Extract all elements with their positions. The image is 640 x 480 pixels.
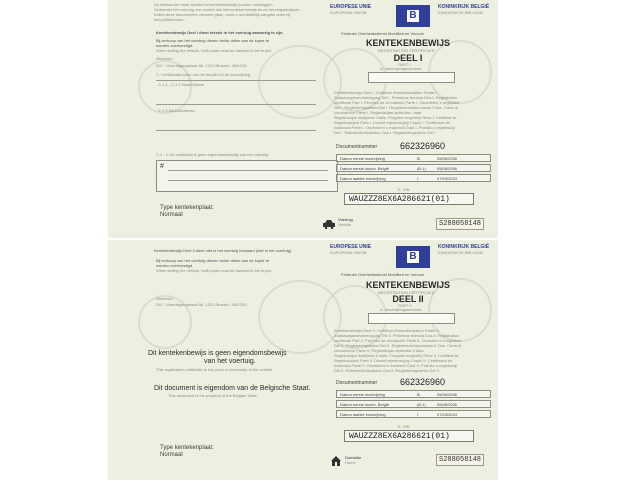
date-row-value: 05/06/2006 <box>437 402 458 407</box>
part-label: DEEL II <box>392 294 424 304</box>
date-row-first-registration-belgium <box>336 164 491 172</box>
description-line-7: Registrazzjoni Parti II. Dowód rejestracyjny Część II. Certificado de <box>334 358 453 363</box>
car-icon <box>322 216 336 234</box>
date-row-label: Datum eerste inschr. België <box>340 166 389 171</box>
eu-label: EUROPESE UNIE <box>330 4 372 10</box>
document-number: 662326960 <box>400 377 446 387</box>
date-row-code: I. <box>417 412 420 417</box>
date-row-last-registration <box>336 410 491 418</box>
date-row-label: Datum laatste inschrijving <box>340 176 386 181</box>
certificate-title-sub: REGISTRATION CERTIFICATE <box>378 48 435 53</box>
description-line-2: Zulassungsbescheinigung Teil I. Primeiras licencia Dos.I. Registration <box>334 95 458 100</box>
document-number-label: Documentnummer <box>336 380 378 386</box>
eu-label-sub: EUROPEAN UNION <box>330 250 367 255</box>
certificate-part-two <box>108 240 498 480</box>
certificate-part-one <box>108 0 498 238</box>
holder-table <box>156 160 338 192</box>
ownership-line-2: van het voertuig. <box>204 358 256 365</box>
date-row-value: 07/03/2024 <box>437 412 458 417</box>
plate-number-label: A. Inschrijvingsnummer <box>380 307 422 312</box>
sender-address: DIV - Vooruitgangstraat 56, 1210 Brussel - 883.330 <box>156 302 247 307</box>
date-row-code: (B.1) <box>417 166 426 171</box>
ownership-line-1: Dit kentekenbewijs is geen eigendomsbewijs <box>148 350 287 357</box>
state-line: Dit document is eigendom van de Belgische Staat. <box>154 385 311 392</box>
left-block-line-4: When selling the vehicle, both parts must be handed to the buyer. <box>156 48 273 53</box>
date-row-code: I. <box>417 176 420 181</box>
serial-number: S288058148 <box>436 218 484 230</box>
vin-label: E. VIN <box>398 424 410 429</box>
plate-type-label: Type kentekenplaat: <box>160 445 214 451</box>
description-line-3: certificate Part II. Permiso de circulación Parte II. Osvedčení o registraci <box>334 338 462 343</box>
document-number-label: Documentnummer <box>336 144 378 150</box>
description-line-6: Registracijos liudijimas II dalis. Forgalmi engedély Rész II. Certifikat ta' <box>334 353 460 358</box>
address-label: Afzender: <box>156 296 174 301</box>
holder-label: C. Certificaathouder van de houder tel de inschrijving <box>156 72 251 77</box>
header-note-2: Verhandel het voertuig niet zonder dat het kentekenbewijs en de keuringsbewijzen <box>154 7 300 12</box>
part-label-sub: PART I <box>398 62 411 67</box>
home-icon-label: Domicilie <box>345 455 362 460</box>
date-row-label: Datum eerste inschrijving <box>340 156 385 161</box>
authority: Federale Overheidsdienst Mobiliteit en Vervoer <box>341 272 425 277</box>
description-line-8: matrícula Parte II. Osvědčení o evidencii Časť II. Potrdilo o registraciji <box>334 363 458 368</box>
description-line-2: Zulassungsbescheinigung Teil II. Primeiras licencia Dos.II. Registration <box>334 333 460 338</box>
header-note-4: het politiebureau. <box>154 17 185 22</box>
description-line-6: Registracijos liudijimas I dalis. Forgalmi engedély Rész I. Certifikat ta' <box>334 115 457 120</box>
eu-label: EUROPESE UNIE <box>330 244 372 250</box>
certificate-title-sub: REGISTRATION CERTIFICATE <box>378 290 435 295</box>
header-note-1: De bestuurder moet steeds het kentekenbewijs kunnen voorleggen. <box>154 2 274 7</box>
country-letter: B <box>407 251 419 263</box>
part-label: DEEL I <box>393 53 423 63</box>
hash-mark: # <box>160 163 164 170</box>
left-block-line-1: Bij verkoop van het voertuig dienen beide delen aan de koper te <box>156 258 270 263</box>
description-line-9: Del I. Rekisteröintitodistus Osa I. Registreringsbevis Del I. <box>334 130 437 135</box>
plate-type-value: Normaal <box>160 212 183 218</box>
description-line-4: Del I. Registreringsattest Del I. Registreerimistunnistus I Osa. Carta di <box>334 105 458 110</box>
date-row-value: 07/03/2024 <box>437 176 458 181</box>
authority: Federale Overheidsdienst Mobiliteit en Vervoer <box>341 31 425 36</box>
description-line-1: Kentekenbewijs Deel II. Certificat d'immatriculation Partie II. <box>334 328 440 333</box>
description-line-8: matrícula Parte I. Osvědčení o evidencii Časť I. Potrdilo o registraciji <box>334 125 455 130</box>
ck-label: C.4 - C.4A certificaat is geen eigendomsbewijs van het voertuig <box>156 152 269 157</box>
description-line-7: Registrazzjoni Parti I. Dowód rejestracyjny Część I. Certificado de <box>334 120 451 125</box>
certificate-title: KENTEKENBEWIJS <box>365 280 450 290</box>
date-row-value: 05/06/2006 <box>437 392 458 397</box>
vin-value: WAUZZZ8EX6A286621(01) <box>344 193 474 205</box>
bottom-header-note: Kentekenbewijs Deel II dient niet in het voertuig bewaard (niet in het voertuig) <box>154 248 292 253</box>
holder-name-field: C.1.1 - C.1.2 Naam/Name <box>158 82 205 87</box>
left-block-line-3: worden overhandigd. <box>156 43 194 48</box>
state-sub: This document is the property of the Belgian State. <box>168 393 258 398</box>
vin-label: E. VIN <box>398 187 410 192</box>
vin-value: WAUZZZ8EX6A286621(01) <box>344 430 474 442</box>
plate-number-box <box>368 72 455 83</box>
holder-address-field: C.1.3 Adres/Address <box>158 108 195 113</box>
date-row-label: Datum eerste inschrijving <box>340 392 385 397</box>
plate-number-label: A. Inschrijvingsnummer <box>380 66 422 71</box>
kingdom-label: KONINKRIJK BELGIË <box>438 4 490 10</box>
sender-address: DIV - Vooruitgangstraat 56, 1210 Brussel - 883.330 <box>156 63 247 68</box>
date-row-first-registration-belgium <box>336 400 491 408</box>
description-line-5: circolazione Parte I. Reģistrācijas apliecība I daļa. <box>334 110 423 115</box>
header-note-3: Indien deze documenten verloren gaan, moet u onmiddellijk aangifte doen bij <box>154 12 291 17</box>
plate-type-label: Type kentekenplaat: <box>160 205 214 211</box>
plate-number-box <box>368 313 455 324</box>
country-letter: B <box>407 10 419 22</box>
date-row-first-registration <box>336 154 491 162</box>
home-icon <box>330 454 342 472</box>
document-number: 662326960 <box>400 141 446 151</box>
certificate-title: KENTEKENBEWIJS <box>365 38 450 48</box>
description-line-5: circolazione Parte II. Reģistrācijas apliecība II daļa. <box>334 348 425 353</box>
kingdom-label: KONINKRIJK BELGIË <box>438 244 490 250</box>
date-row-value: 05/06/2006 <box>437 156 458 161</box>
serial-number: S288058148 <box>436 454 484 466</box>
eu-flag-icon <box>396 246 430 268</box>
left-block-line-2: worden overhandigd. <box>156 263 194 268</box>
date-row-label: Datum laatste inschrijving <box>340 412 386 417</box>
left-block-line-1: Kentekenbewijs Deel I dient steeds in het voertuig aanwezig te zijn. <box>156 30 284 35</box>
vehicle-icon-label-sub: Vehicle <box>338 222 351 227</box>
ownership-sub: This registration certificate is not proof of ownership of the vehicle <box>156 367 273 372</box>
address-label: Afzender: <box>156 56 174 61</box>
description-line-9: Del II. Rekisteröintitodistus Osa II. Registreringsbevis Del II. <box>334 368 440 373</box>
date-row-label: Datum eerste inschr. België <box>340 402 389 407</box>
date-row-code: B. <box>417 156 421 161</box>
vehicle-icon-label: Voertuig <box>338 217 353 222</box>
eu-flag-icon <box>396 5 430 27</box>
date-row-code: (B.1) <box>417 402 426 407</box>
plate-type-value: Normaal <box>160 452 183 458</box>
left-block-line-3: When selling the vehicle, both parts must be handed to the buyer. <box>156 268 273 273</box>
description-line-1: Kentekenbewijs Deel I. Certificat d'immatriculation Partie I. <box>334 90 438 95</box>
date-row-last-registration <box>336 174 491 182</box>
date-row-first-registration <box>336 390 491 398</box>
home-icon-label-sub: Home <box>345 460 356 465</box>
left-block-line-2: Bij verkoop van het voertuig dienen beide delen aan de koper te <box>156 38 270 43</box>
description-line-4: Del II. Registreringsattest Del II. Registreerimistunnistus II Osa. Carta di <box>334 343 462 348</box>
date-row-code: B. <box>417 392 421 397</box>
kingdom-label-sub: KINGDOM OF BELGIUM <box>438 250 483 255</box>
description-line-3: certificate Part I. Permiso de circulación Parte I. Osvedčení o registraci <box>334 100 460 105</box>
date-row-value: 05/06/2006 <box>437 166 458 171</box>
part-label-sub: PART II <box>398 303 412 308</box>
eu-label-sub: EUROPEAN UNION <box>330 10 367 15</box>
kingdom-label-sub: KINGDOM OF BELGIUM <box>438 10 483 15</box>
